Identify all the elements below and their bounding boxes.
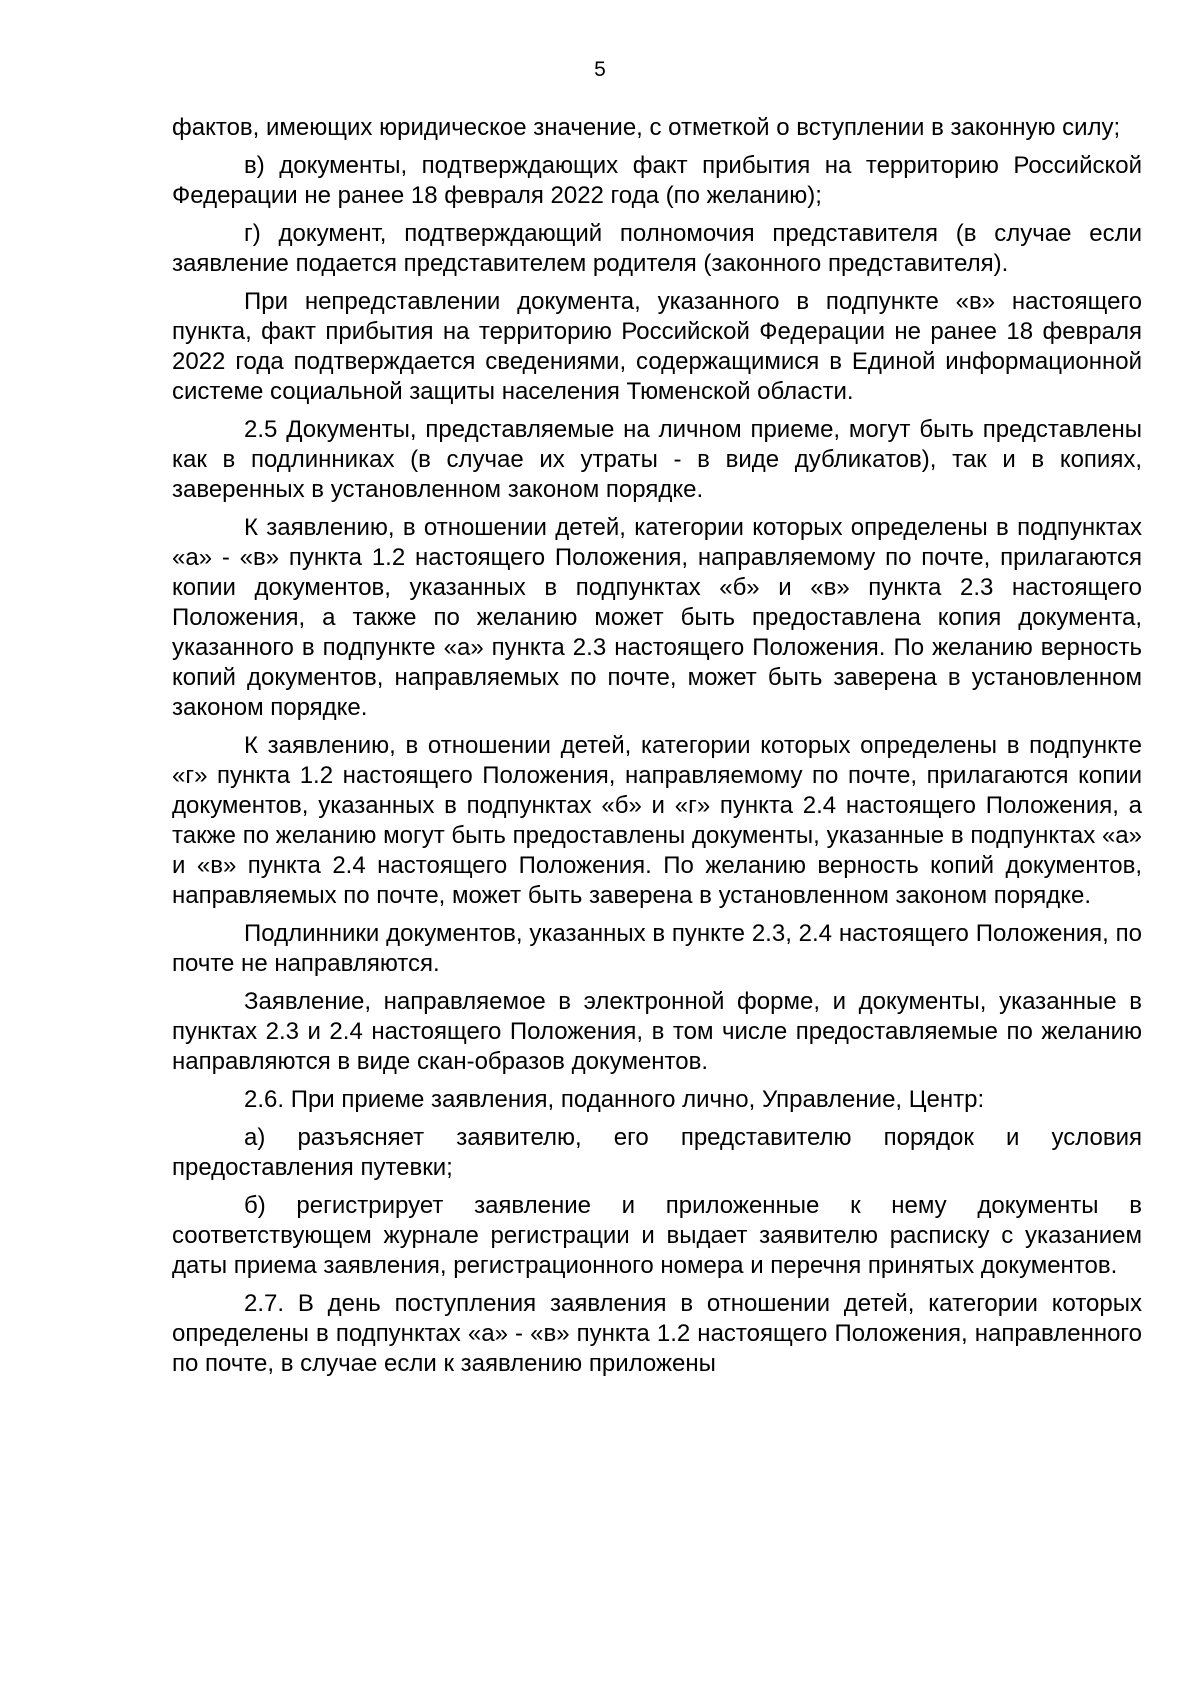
paragraph-electronic: Заявление, направляемое в электронной форме, и документы, указанные в пунктах 2.3 и 2.4 настоящего Положения, в том числе предоставляемые по желанию направляются в виде скан-образов документов. [172, 988, 1142, 1075]
paragraph-item-v: в) документы, подтверждающих факт прибытия на территорию Российской Федерации не ранее 18 февраля 2022 года (по желанию); [172, 152, 1142, 209]
paragraph-2-6-a: а) разъясняет заявителю, его представителю порядок и условия предоставления путевки; [172, 1124, 1142, 1181]
paragraph-2-6: 2.6. При приеме заявления, поданного лично, Управление, Центр: [244, 1086, 985, 1113]
paragraph-2-5: 2.5 Документы, представляемые на личном приеме, могут быть представлены как в подлинниках (в случае их утраты - в виде дубликатов), так и в копиях, заверенных в установленном законом порядке. [172, 416, 1142, 503]
paragraph-mail-a-v: К заявлению, в отношении детей, категории которых определены в подпунктах «а» - «в» пункта 1.2 настоящего Положения, направляемому по почте, прилагаются копии документов, указанных в подпунктах «б» и «в» пункта 2.3 настоящего Положения, а также по желанию может быть предоставлена копия документа, указанного в подпункте «а» пункта 2.3 настоящего Положения. По желанию верность копий документов, направляемых по почте, может быть заверена в установленном законом порядке. [172, 514, 1142, 721]
paragraph-non-submission: При непредставлении документа, указанного в подпункте «в» настоящего пункта, факт прибытия на территорию Российской Федерации не ранее 18 февраля 2022 года подтверждается сведениями, содержащимися в Единой информационной системе социальной защиты населения Тюменской области. [172, 288, 1142, 405]
paragraph-item-g: г) документ, подтверждающий полномочия представителя (в случае если заявление подается представителем родителя (законного представителя). [172, 220, 1142, 277]
page-number: 5 [594, 58, 606, 81]
paragraph-continuation: фактов, имеющих юридическое значение, с отметкой о вступлении в законную силу; [172, 114, 1121, 141]
document-body [172, 113, 1142, 1387]
paragraph-2-7: 2.7. В день поступления заявления в отношении детей, категории которых определены в подпунктах «а» - «в» пункта 1.2 настоящего Положения, направленного по почте, в случае если к заявлению приложены [172, 1290, 1142, 1377]
paragraph-mail-g: К заявлению, в отношении детей, категории которых определены в подпункте «г» пункта 1.2 настоящего Положения, направляемому по почте, прилагаются копии документов, указанных в подпунктах «б» и «г» пункта 2.4 настоящего Положения, а также по желанию могут быть предоставлены документы, указанные в подпунктах «а» и «в» пункта 2.4 настоящего Положения. По желанию верность копий документов, направляемых по почте, может быть заверена в установленном законом порядке. [172, 732, 1142, 909]
paragraph-2-6-b: б) регистрирует заявление и приложенные к нему документы в соответствующем журнале регистрации и выдает заявителю расписку с указанием даты приема заявления, регистрационного номера и перечня принятых документов. [172, 1192, 1142, 1279]
paragraph-originals: Подлинники документов, указанных в пункте 2.3, 2.4 настоящего Положения, по почте не направляются. [172, 920, 1142, 977]
